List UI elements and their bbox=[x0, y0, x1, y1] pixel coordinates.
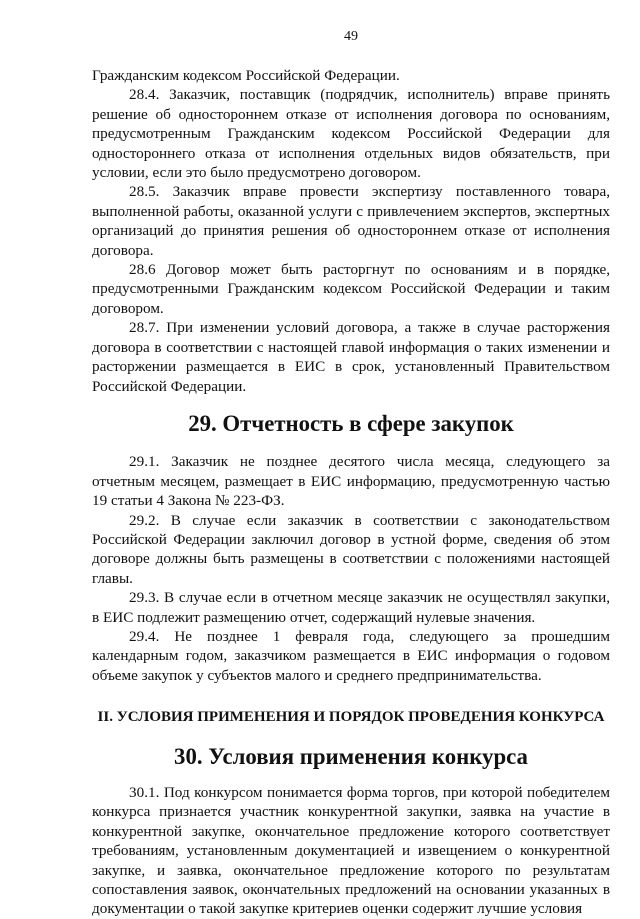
section-29-heading: 29. Отчетность в сфере закупок bbox=[188, 410, 514, 436]
document-page bbox=[92, 28, 610, 919]
paragraph-28-5: 28.5. Заказчик вправе провести экспертизу поставленного товара, выполненной работы, оказанной услуги с привлечением экспертов, экспертных организаций до принятия решения об одностороннем отказе от исполнения договора. bbox=[92, 183, 610, 259]
paragraph-29-4: 29.4. Не позднее 1 февраля года, следующего за прошедшим календарным годом, заказчиком размещается в ЕИС информация о годовом объеме закупок у субъектов малого и среднего предпринимательства. bbox=[92, 627, 610, 684]
paragraph-29-2: 29.2. В случае если заказчик в соответствии с законодательством Российской Федерации заключил договор в устной форме, сведения об этом договоре должны быть размещены в соответствии с положениями настоящей главы. bbox=[92, 511, 610, 587]
part-2-heading: II. УСЛОВИЯ ПРИМЕНЕНИЯ И ПОРЯДОК ПРОВЕДЕНИЯ КОНКУРСА bbox=[97, 709, 605, 726]
paragraph-29-1: 29.1. Заказчик не позднее десятого числа месяца, следующего за отчетным месяцем, размещает в ЕИС информацию, предусмотренную частью 19 статьи 4 Закона № 223-ФЗ. bbox=[92, 453, 610, 510]
paragraph-continuation: Гражданским кодексом Российской Федерации. bbox=[92, 67, 400, 84]
paragraph-28-4: 28.4. Заказчик, поставщик (подрядчик, исполнитель) вправе принять решение об одностороннем отказе от исполнения договора по основаниям, предусмотренным Гражданским кодексом Российской Федерации для одностороннего отказа от исполнения отдельных видов обязательств, при условии, если это было предусмотрено договором. bbox=[92, 86, 610, 182]
section-30-heading: 30. Условия применения конкурса bbox=[174, 743, 528, 769]
paragraph-28-7: 28.7. При изменении условий договора, а также в случае расторжения договора в соответствии с настоящей главой информация о таких изменении и расторжении размещается в ЕИС в срок, установленный Правительством Российской Федерации. bbox=[92, 319, 610, 395]
paragraph-30-1: 30.1. Под конкурсом понимается форма торгов, при которой победителем конкурса признается участник конкурентной закупки, заявка на участие в конкурентной закупке, окончательное предложение которого соответствует требованиям, установленным документацией и извещением о конкурентной закупке, и заявка, окончательное предложение которого по результатам сопоставления заявок, окончательных предложений на основании указанных в документации о такой закупке критериев оценки содержит лучшие условия bbox=[92, 784, 610, 918]
paragraph-28-6: 28.6 Договор может быть расторгнут по основаниям и в порядке, предусмотренными Гражданским кодексом Российской Федерации и таким договором. bbox=[92, 261, 610, 317]
page-number: 49 bbox=[344, 29, 358, 44]
paragraph-29-3: 29.3. В случае если в отчетном месяце заказчик не осуществлял закупки, в ЕИС подлежит размещению отчет, содержащий нулевые значения. bbox=[92, 589, 610, 626]
